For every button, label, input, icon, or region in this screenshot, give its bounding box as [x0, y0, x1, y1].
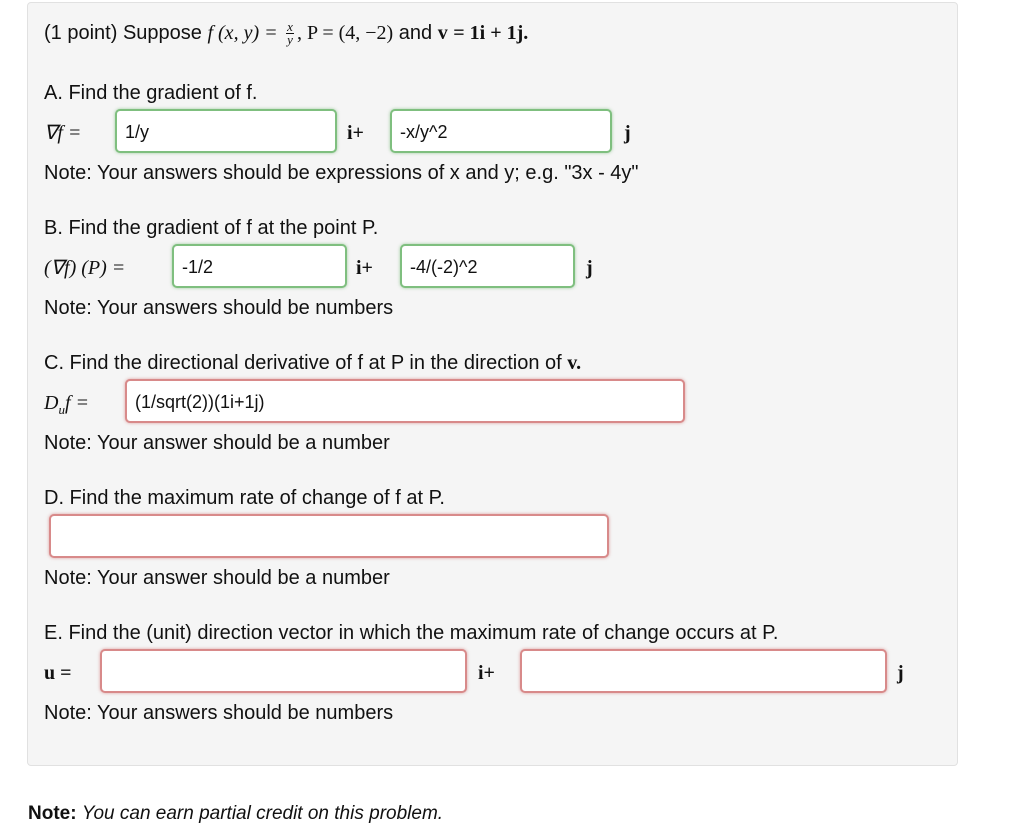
part-a-i-input[interactable]: 1/y — [115, 109, 337, 153]
part-a-prompt: A. Find the gradient of f. — [44, 82, 258, 104]
part-b-i-input[interactable]: -1/2 — [172, 244, 347, 288]
point-def: , P = (4, −2) — [296, 22, 394, 44]
part-c-f-equals: f = — [64, 392, 90, 414]
part-e-i-input[interactable] — [100, 649, 467, 693]
part-b-prompt: B. Find the gradient of f at the point P. — [44, 217, 379, 239]
part-c-input[interactable]: (1/sqrt(2))(1i+1j) — [125, 379, 685, 423]
footer-note-label: Note: — [28, 803, 77, 824]
part-b-i-label: i+ — [356, 257, 373, 279]
part-a-j-label: j — [624, 122, 631, 144]
fraction-x-over-y — [286, 21, 294, 46]
and-label: and — [398, 22, 433, 44]
part-d-prompt: D. Find the maximum rate of change of f at P. — [44, 487, 445, 509]
part-b-note: Note: Your answers should be numbers — [44, 297, 394, 319]
suppose-label: Suppose — [122, 22, 202, 44]
part-e-j-input[interactable] — [520, 649, 887, 693]
function-def: f (x, y) = — [207, 22, 278, 44]
vector-v-symbol: v — [437, 22, 448, 44]
fraction-denominator: y — [287, 32, 293, 48]
vector-def: = 1i + 1j. — [453, 22, 529, 44]
part-c-d-symbol: D — [44, 392, 59, 414]
points-label: (1 point) — [44, 22, 118, 44]
part-c-u-subscript: u — [58, 402, 65, 417]
problem-statement — [44, 21, 528, 46]
part-e-note: Note: Your answers should be numbers — [44, 702, 394, 724]
part-b-gradient-label: (∇f) (P) = — [44, 257, 126, 279]
footer-note-text: You can earn partial credit on this problem. — [81, 803, 444, 824]
part-d-input[interactable] — [49, 514, 609, 558]
part-c-derivative-label — [44, 391, 89, 422]
part-c-prompt-text: C. Find the directional derivative of f at P in the direction of — [44, 352, 562, 374]
part-e-u-label: u = — [44, 662, 72, 684]
partial-credit-note — [28, 802, 443, 826]
part-a-note: Note: Your answers should be expressions of x and y; e.g. "3x - 4y" — [44, 162, 639, 184]
part-c-vector-v: v. — [567, 352, 582, 374]
part-a-gradient-label: ∇f = — [44, 122, 82, 144]
part-d-note: Note: Your answer should be a number — [44, 567, 390, 589]
part-e-i-label: i+ — [478, 662, 495, 684]
part-b-j-input[interactable]: -4/(-2)^2 — [400, 244, 575, 288]
part-a-j-input[interactable]: -x/y^2 — [390, 109, 612, 153]
part-c-note: Note: Your answer should be a number — [44, 432, 390, 454]
part-e-j-label: j — [897, 662, 904, 684]
part-b-j-label: j — [586, 257, 593, 279]
part-a-i-label: i+ — [347, 122, 364, 144]
part-c-prompt — [44, 351, 581, 375]
fraction-numerator: x — [287, 19, 293, 35]
part-e-prompt: E. Find the (unit) direction vector in which the maximum rate of change occurs at P. — [44, 622, 779, 644]
